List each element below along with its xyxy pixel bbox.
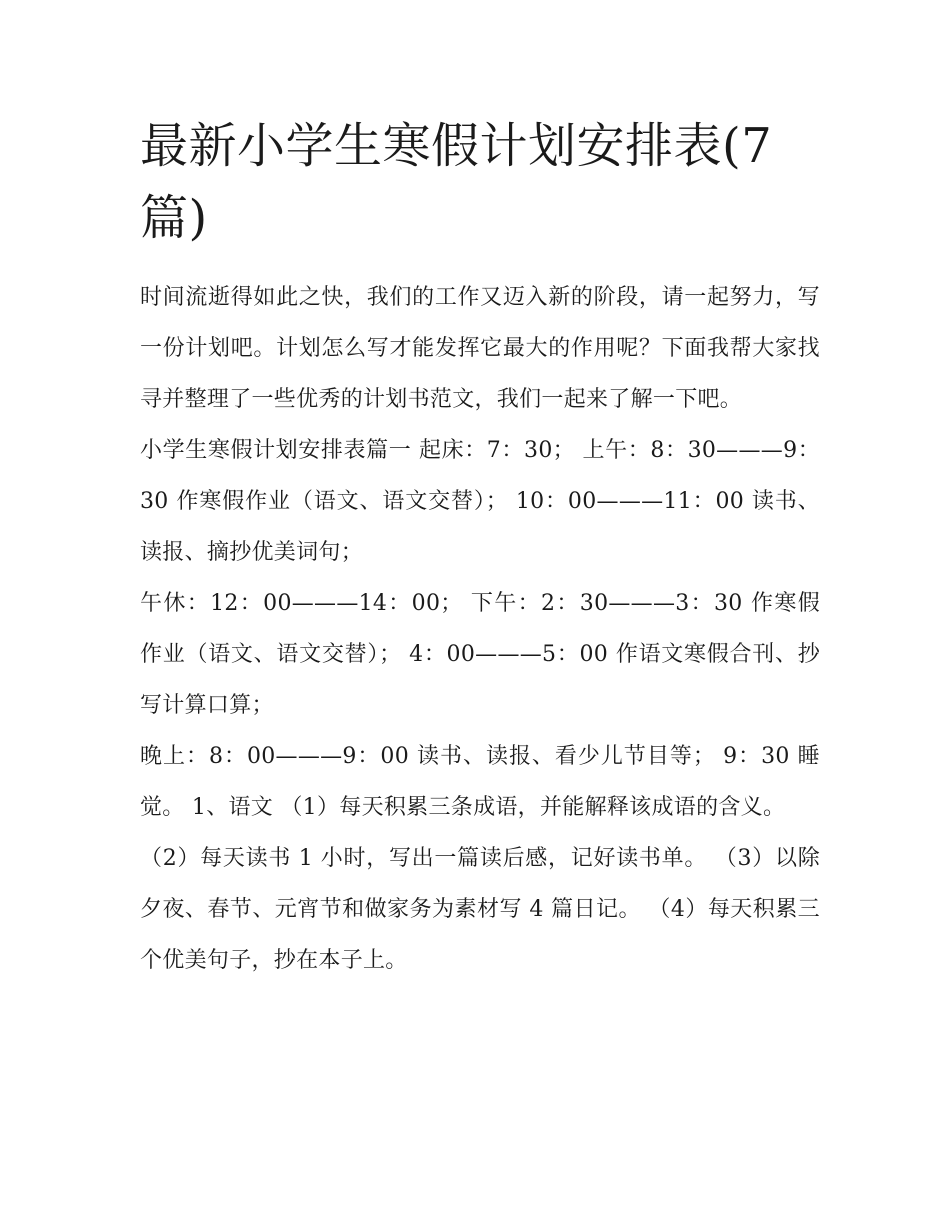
document-title: 最新小学生寒假计划安排表(7篇) [140, 118, 773, 246]
schedule-evening-paragraph: 晚上：8：00———9：00 读书、读报、看少儿节目等； 9：30 睡觉。 1、语文 （1）每天积累三条成语，并能解释该成语的含义。 [140, 744, 820, 820]
document-page [140, 110, 820, 986]
schedule-morning-paragraph: 小学生寒假计划安排表篇一 起床：7：30； 上午：8：30———9：30 作寒假作业（语文、语文交替）； 10：00———11：00 读书、读报、摘抄优美词句； [140, 438, 820, 565]
intro-paragraph: 时间流逝得如此之快，我们的工作又迈入新的阶段，请一起努力，写一份计划吧。计划怎么写才能发挥它最大的作用呢？下面我帮大家找寻并整理了一些优秀的计划书范文，我们一起来了解一下吧。 [140, 285, 820, 412]
document-body [140, 272, 820, 986]
schedule-afternoon-paragraph: 午休：12：00———14：00； 下午：2：30———3：30 作寒假作业（语文、语文交替）； 4：00———5：00 作语文寒假合刊、抄写计算口算； [140, 591, 820, 718]
tasks-paragraph: （2）每天读书 1 小时，写出一篇读后感，记好读书单。 （3）以除夕夜、春节、元宵节和做家务为素材写 4 篇日记。 （4）每天积累三个优美句子，抄在本子上。 [140, 846, 820, 973]
